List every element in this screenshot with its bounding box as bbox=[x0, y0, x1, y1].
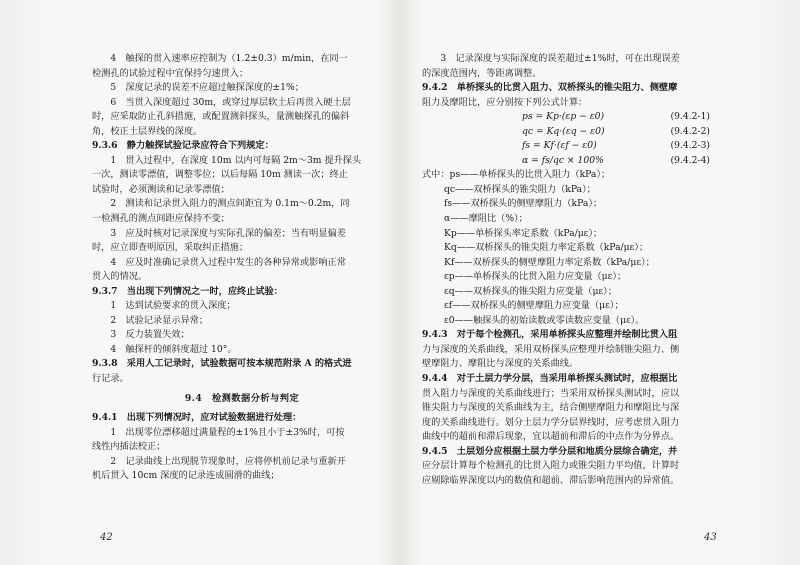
definition-item: Kp——单桥探头率定系数（kPa/με）； bbox=[444, 227, 603, 239]
definition-item: Kq——双桥探头的锥尖阻力率定系数（kPa/με）； bbox=[444, 242, 649, 254]
text-line: 应分层计算每个检测孔的比贯入阻力或锥尖阻力平均值，计算时 bbox=[422, 460, 680, 472]
left-page-text-2 bbox=[92, 411, 392, 484]
definition-item: εf——双桥探头的侧壁摩阻力应变量（με）； bbox=[444, 300, 624, 312]
text-line: 5 深度记录的误差不应超过触探深度的±1%； bbox=[110, 82, 304, 94]
page-number-left: 42 bbox=[100, 532, 113, 543]
equation-formula: fs = Kf·(εf − ε0) bbox=[522, 140, 597, 152]
equation-row bbox=[422, 110, 728, 125]
text-line: 3 应及时核对记录深度与实际孔深的偏差；当有明显偏差 bbox=[110, 227, 346, 239]
text-line: 4 触探杆的倾斜度超过 10°。 bbox=[110, 343, 237, 355]
equation-formula: α = fs/qc × 100% bbox=[522, 154, 604, 166]
definition-list bbox=[422, 168, 728, 328]
text-line: 应剔除临界深度以内的数值和超前、滞后影响范围内的异常值。 bbox=[422, 474, 680, 486]
text-line: 9.4.3 对于每个检测孔，采用单桥探头应整理并绘制比贯入阻 bbox=[422, 329, 678, 341]
page-number-right: 43 bbox=[704, 532, 717, 543]
text-line: 6 当贯入深度超过 30m，或穿过厚层软土后再贯入硬土层 bbox=[110, 96, 351, 108]
text-line: 曲线中的超前和滞后现象，宜以超前和滞后的中点作为分界点。 bbox=[422, 431, 680, 443]
equation-row bbox=[422, 125, 728, 140]
text-line: 1 贯入过程中，在深度 10m 以内可每隔 2m～3m 提升探头 bbox=[110, 154, 362, 166]
definition-item: εq——双桥探头的锥尖阻力应变量（με）； bbox=[444, 285, 617, 297]
text-line: 试验时，必须测读和记录零漂值； bbox=[92, 183, 230, 195]
equation-number: (9.4.2-3) bbox=[670, 140, 710, 152]
text-line: 锥尖阻力与深度的关系曲线为主，结合侧壁摩阻力和摩阻比与深 bbox=[422, 402, 680, 414]
text-line: 9.4.4 对于土层力学分层，当采用单桥探头测试时，应根据比 bbox=[422, 373, 678, 385]
text-line: 1 达到试验要求的贯入深度； bbox=[110, 300, 236, 312]
right-page-text bbox=[422, 52, 728, 110]
text-line: 时，应采取防止孔斜措施，或配置测斜探头，量测触探孔的偏斜 bbox=[92, 111, 350, 123]
text-line: 力与深度的关系曲线，采用双桥探头应整理并绘制锥尖阻力、侧 bbox=[422, 343, 680, 355]
text-line: 3 反力装置失效； bbox=[110, 329, 190, 341]
text-line: 壁摩阻力、摩阻比与深度的关系曲线。 bbox=[422, 358, 579, 370]
text-line: 2 测读和记录贯入阻力的测点间距宜为 0.1m～0.2m，同 bbox=[110, 198, 350, 210]
text-line: 9.3.6 静力触探试验记录应符合下列规定： bbox=[92, 140, 274, 152]
text-line: 4 触探的贯入速率应控制为（1.2±0.3）m/min，在同一 bbox=[110, 53, 348, 64]
definition-item: 式中：ps——单桥探头的比贯入阻力（kPa）； bbox=[422, 169, 611, 181]
equation-number: (9.4.2-4) bbox=[670, 154, 710, 166]
left-page bbox=[92, 52, 392, 484]
section-title: 9.4 检测数据分析与判定 bbox=[184, 392, 300, 404]
text-line: 9.4.5 土层划分应根据土层力学分层和地质分层综合确定，并 bbox=[422, 445, 678, 457]
text-line: 3 记录深度与实际深度的误差超过±1%时，可在出现误差 bbox=[440, 53, 680, 64]
text-line: 2 记录曲线上出现脱节现象时，应将停机前记录与重新开 bbox=[110, 455, 346, 467]
text-line: 角，校正土层界线的深度。 bbox=[92, 125, 203, 137]
text-line: 线性内插法校正； bbox=[92, 441, 166, 453]
text-line: 贯入阻力与深度的关系曲线进行；当采用双桥探头测试时，应以 bbox=[422, 387, 680, 399]
text-line: 检测孔的试验过程中宜保持匀速贯入； bbox=[92, 67, 249, 79]
equation-number: (9.4.2-2) bbox=[670, 125, 710, 137]
definition-item: α——摩阻比（%）； bbox=[444, 213, 528, 225]
text-line: 9.3.8 采用人工记录时，试验数据可按本规范附录 A 的格式进 bbox=[92, 358, 352, 370]
text-line: 的深度范围内，等距离调整。 bbox=[422, 67, 542, 79]
definition-item: fs——双桥探头的侧壁摩阻力（kPa）； bbox=[444, 198, 603, 210]
equation-formula: qc = Kq·(εq − ε0) bbox=[522, 125, 605, 137]
text-line: 行记录。 bbox=[92, 373, 129, 385]
equation-formula: ps = Kp·(εp − ε0) bbox=[522, 111, 605, 123]
text-line: 9.4.2 单桥探头的比贯入阻力、双桥探头的锥尖阻力、侧壁摩 bbox=[422, 82, 678, 94]
definition-item: εp——单桥探头的比贯入阻力应变量（με）； bbox=[444, 271, 627, 283]
text-line: 4 应及时准确记录贯入过程中发生的各种异常或影响正常 bbox=[110, 256, 346, 268]
equation-row bbox=[422, 154, 728, 169]
text-line: 时，应立即查明原因，采取纠正措施； bbox=[92, 242, 249, 254]
definition-item: ε0——触探头的初始读数或零读数应变量（με）。 bbox=[444, 314, 645, 326]
text-line: 度的关系曲线进行。划分土层力学分层界线时，应考虑贯入阻力 bbox=[422, 416, 680, 428]
text-line: 机后贯入 10cm 深度的记录连成圆滑的曲线； bbox=[92, 470, 280, 482]
text-line: 一检测孔的测点间距应保持不变； bbox=[92, 213, 230, 225]
text-line: 阻力及摩阻比，应分别按下列公式计算： bbox=[422, 96, 588, 108]
text-line: 9.3.7 当出现下列情况之一时，应终止试验： bbox=[92, 285, 283, 297]
equation-block bbox=[422, 110, 728, 168]
equation-number: (9.4.2-1) bbox=[670, 111, 710, 123]
text-line: 一次，测读零漂值，调整零位；以后每隔 10m 测读一次；终止 bbox=[92, 169, 348, 181]
right-page bbox=[422, 52, 728, 488]
definition-item: Kf——双桥探头的侧壁摩阻力率定系数（kPa/με）； bbox=[444, 256, 655, 268]
right-page-text-2 bbox=[422, 328, 728, 488]
left-page-text bbox=[92, 52, 392, 387]
text-line: 2 试验记录显示异常； bbox=[110, 314, 209, 326]
text-line: 9.4.1 出现下列情况时，应对试验数据进行处理： bbox=[92, 412, 302, 424]
equation-row bbox=[422, 139, 728, 154]
text-line: 1 出现零位漂移超过满量程的±1%且小于±3%时，可按 bbox=[110, 426, 345, 438]
text-line: 贯入的情况。 bbox=[92, 271, 148, 283]
definition-item: qc——双桥探头的锥尖阻力（kPa）； bbox=[444, 183, 596, 195]
